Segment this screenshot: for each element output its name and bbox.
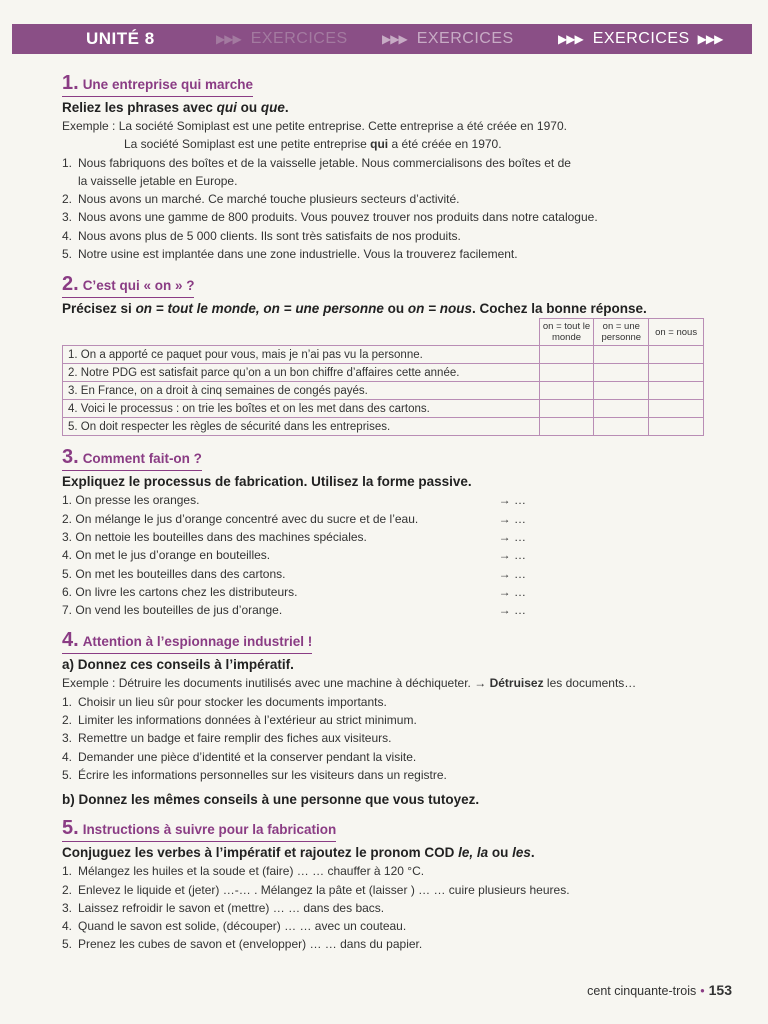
item-number: 5. [62, 767, 73, 782]
column-header: on = une personne [594, 319, 649, 346]
arrow-blank: → … [498, 493, 526, 508]
item-number: 5. [62, 566, 73, 581]
list-item [62, 748, 712, 766]
list-item [62, 546, 526, 564]
instr-part: le, la [458, 845, 489, 861]
instr-part: ou [383, 301, 408, 317]
list-item [62, 693, 712, 711]
item-text: On livre les cartons chez les distributeurs. [75, 584, 298, 599]
item-text: Nous avons un marché. Ce marché touche plusieurs secteurs d’activité. [78, 192, 460, 207]
section-number: 3. [62, 446, 79, 469]
item-text: Remettre un badge et faire remplir des fiches aux visiteurs. [78, 731, 392, 746]
example-bold: qui [370, 137, 389, 152]
checkbox-cell[interactable] [594, 346, 649, 364]
list-item [62, 601, 526, 619]
section-number: 4. [62, 629, 79, 652]
section-title-text: Attention à l’espionnage industriel ! [82, 634, 313, 650]
row-question: 4. Voici le processus : on trie les boîtes et on les met dans des cartons. [63, 400, 540, 418]
triple-arrow-icon: ▶▶▶ [558, 32, 583, 46]
arrow-blank: → … [498, 566, 526, 581]
section-number: 5. [62, 817, 79, 840]
item-text: Écrire les informations personnelles sur les visiteurs dans un registre. [78, 767, 447, 782]
instr-part: ou [488, 845, 513, 861]
header-blank [63, 319, 540, 346]
item-number: 3. [62, 210, 73, 225]
exercise-1 [62, 72, 712, 263]
table-header [63, 319, 704, 346]
bullet-dot-icon: • [700, 984, 705, 998]
item-text: Prenez les cubes de savon et (envelopper) … … dans du papier. [78, 937, 423, 952]
section-title-text: C’est qui « on » ? [82, 278, 195, 294]
item-number: 3. [62, 529, 73, 544]
example-text: les documents… [543, 676, 637, 691]
checkbox-cell[interactable] [649, 382, 704, 400]
list-item [62, 154, 712, 172]
item-text: On nettoie les bouteilles dans des machines spéciales. [75, 529, 367, 544]
unit-title: UNITÉ 8 [86, 29, 155, 48]
example-answer [62, 135, 712, 153]
row-question: 3. En France, on a droit à cinq semaines de congés payés. [63, 382, 540, 400]
table-row [63, 382, 704, 400]
item-text: On presse les oranges. [75, 493, 200, 508]
instr-part: . [530, 845, 535, 861]
table-row [63, 346, 704, 364]
list-item [62, 172, 712, 190]
item-number: 2. [62, 192, 73, 207]
checkbox-cell[interactable] [539, 400, 594, 418]
row-question: 1. On a apporté ce paquet pour vous, mais je n’ai pas vu la personne. [63, 346, 540, 364]
item-text: Choisir un lieu sûr pour stocker les documents importants. [78, 694, 387, 709]
item-text: Enlevez le liquide et (jeter) …-… . Mélangez la pâte et (laisser ) … … cuire plusieurs heures. [78, 882, 570, 897]
instr-part: Reliez les phrases avec [62, 100, 217, 115]
item-number: 3. [62, 731, 73, 746]
item-number: 2. [62, 882, 73, 897]
item-text: On mélange le jus d’orange concentré avec du sucre et de l’eau. [75, 511, 419, 526]
item-number: 7. [62, 603, 73, 618]
checkbox-cell[interactable] [594, 382, 649, 400]
page-content [62, 72, 712, 964]
checkbox-cell[interactable] [649, 346, 704, 364]
item-number: 5. [62, 937, 73, 952]
triple-arrow-icon: ▶▶▶ [697, 32, 723, 46]
list-item [62, 935, 712, 953]
list-item [62, 565, 526, 583]
item-text: Limiter les informations données à l’extérieur au strict minimum. [78, 713, 417, 728]
example-line [62, 674, 712, 692]
checkbox-cell[interactable] [649, 418, 704, 436]
instruction: Expliquez le processus de fabrication. Utilisez la forme passive. [62, 474, 472, 490]
exercise-4 [62, 629, 712, 807]
list-item [62, 862, 712, 880]
example-line: Exemple : La société Somiplast est une petite entreprise. Cette entreprise a été créée en 1970. [62, 119, 567, 133]
exercise-2 [62, 273, 712, 436]
item-text: Nous fabriquons des boîtes et de la vaisselle jetable. Nous commercialisons des boîtes et de [78, 155, 571, 170]
tab-exercices-1 [216, 30, 382, 48]
table-row [63, 418, 704, 436]
tab-label: EXERCICES [592, 30, 690, 47]
item-number [62, 172, 78, 190]
checkbox-cell[interactable] [539, 364, 594, 382]
list-item [62, 881, 712, 899]
list-item [62, 729, 712, 747]
item-text: On met les bouteilles dans des cartons. [75, 566, 286, 581]
instruction-b: b) Donnez les mêmes conseils à une personne que vous tutoyez. [62, 792, 480, 808]
section-title [62, 446, 202, 471]
row-question: 2. Notre PDG est satisfait parce qu’on a un bon chiffre d’affaires cette année. [63, 364, 540, 382]
list-item [62, 190, 712, 208]
page-number-words: cent cinquante-trois [587, 984, 697, 998]
example-text: a été créée en 1970. [388, 137, 502, 152]
tab-label: EXERCICES [416, 30, 514, 47]
page-footer [587, 982, 732, 998]
list-item [62, 711, 712, 729]
list-item [62, 208, 712, 226]
section-title [62, 72, 253, 97]
item-number: 4. [62, 228, 73, 243]
item-number: 1. [62, 155, 73, 170]
example-text: Exemple : Détruire les documents inutilisés avec une machine à déchiqueter. → [62, 676, 490, 691]
arrow-blank: → … [498, 511, 526, 526]
instruction [62, 845, 712, 860]
item-number: 4. [62, 548, 73, 563]
section-number: 2. [62, 273, 79, 296]
section-title-text: Instructions à suivre pour la fabrication [82, 822, 337, 838]
exercise-5 [62, 817, 712, 953]
instr-part: . Cochez la bonne réponse. [471, 301, 647, 317]
list-item [62, 528, 526, 546]
item-text: Nous avons plus de 5 000 clients. Ils sont très satisfaits de nos produits. [78, 228, 461, 243]
tab-exercices-2 [382, 30, 558, 48]
item-number: 4. [62, 919, 73, 934]
instr-part: que [260, 100, 285, 115]
item-text: Demander une pièce d’identité et la conserver pendant la visite. [78, 749, 417, 764]
item-text: Laissez refroidir le savon et (mettre) … … dans des bacs. [78, 900, 385, 915]
tab-label: EXERCICES [250, 30, 348, 47]
section-title-text: Une entreprise qui marche [82, 77, 253, 92]
section-title [62, 817, 336, 842]
arrow-blank: → … [498, 529, 526, 544]
instr-part: les [512, 845, 531, 861]
instr-part: on = nous [407, 301, 472, 317]
list-item [62, 583, 526, 601]
item-text: Quand le savon est solide, (découper) … … avec un couteau. [78, 919, 407, 934]
instr-part: on = tout le monde, on = une personne [135, 301, 384, 317]
exercise-3 [62, 446, 712, 619]
instr-part: . [284, 100, 289, 115]
item-number: 2. [62, 713, 73, 728]
item-number: 1. [62, 864, 73, 879]
checkbox-cell[interactable] [649, 364, 704, 382]
item-text: Nous avons une gamme de 800 produits. Vous pouvez trouver nos produits dans notre catalogue. [78, 210, 598, 225]
item-number: 6. [62, 584, 73, 599]
checkbox-cell[interactable] [594, 364, 649, 382]
row-question: 5. On doit respecter les règles de sécurité dans les entreprises. [63, 418, 540, 436]
table-row [63, 364, 704, 382]
tab-exercices-3 [558, 30, 732, 48]
item-text: On met le jus d’orange en bouteilles. [75, 548, 271, 563]
section-title [62, 273, 194, 298]
item-number: 3. [62, 900, 73, 915]
item-number: 4. [62, 749, 73, 764]
checkbox-cell[interactable] [594, 418, 649, 436]
checkbox-cell[interactable] [539, 346, 594, 364]
triple-arrow-icon: ▶▶▶ [216, 32, 241, 46]
example-text: La société Somiplast est une petite entreprise [124, 137, 371, 152]
instr-part: ou [236, 100, 261, 115]
instr-part: Conjuguez les verbes à l’impératif et rajoutez le pronom COD [62, 845, 459, 861]
item-text: la vaisselle jetable en Europe. [78, 173, 238, 188]
section-number: 1. [62, 72, 79, 94]
example-bold: Détruisez [489, 676, 544, 691]
answer-table [62, 318, 704, 436]
item-number: 1. [62, 493, 73, 508]
item-number: 2. [62, 511, 73, 526]
item-text: Mélangez les huiles et la soude et (faire) … … chauffer à 120 °C. [78, 864, 425, 879]
instruction-a: a) Donnez ces conseils à l’impératif. [62, 657, 294, 673]
checkbox-cell[interactable] [594, 400, 649, 418]
list-item [62, 245, 712, 263]
section-title-text: Comment fait-on ? [82, 451, 202, 467]
arrow-blank: → … [498, 548, 526, 563]
arrow-blank: → … [498, 603, 526, 618]
table-row [63, 400, 704, 418]
list-item [62, 510, 526, 528]
page-number: 153 [708, 982, 732, 998]
instr-part: qui [216, 100, 237, 115]
column-header: on = nous [649, 319, 704, 346]
list-item [62, 917, 712, 935]
list-item [62, 227, 712, 245]
instruction [62, 301, 712, 316]
instr-part: Précisez si [62, 301, 136, 317]
item-number: 1. [62, 694, 73, 709]
section-title [62, 629, 312, 654]
instruction [62, 100, 712, 115]
column-header: on = tout le monde [539, 319, 594, 346]
list-item [62, 491, 526, 509]
checkbox-cell[interactable] [649, 400, 704, 418]
item-text: On vend les bouteilles de jus d’orange. [75, 603, 283, 618]
header-banner [12, 24, 752, 54]
list-item [62, 766, 712, 784]
checkbox-cell[interactable] [539, 418, 594, 436]
triple-arrow-icon: ▶▶▶ [382, 32, 407, 46]
item-number: 5. [62, 247, 73, 262]
checkbox-cell[interactable] [539, 382, 594, 400]
item-text: Notre usine est implantée dans une zone industrielle. Vous la trouverez facilement. [78, 247, 518, 262]
list-item [62, 899, 712, 917]
arrow-blank: → … [498, 584, 526, 599]
